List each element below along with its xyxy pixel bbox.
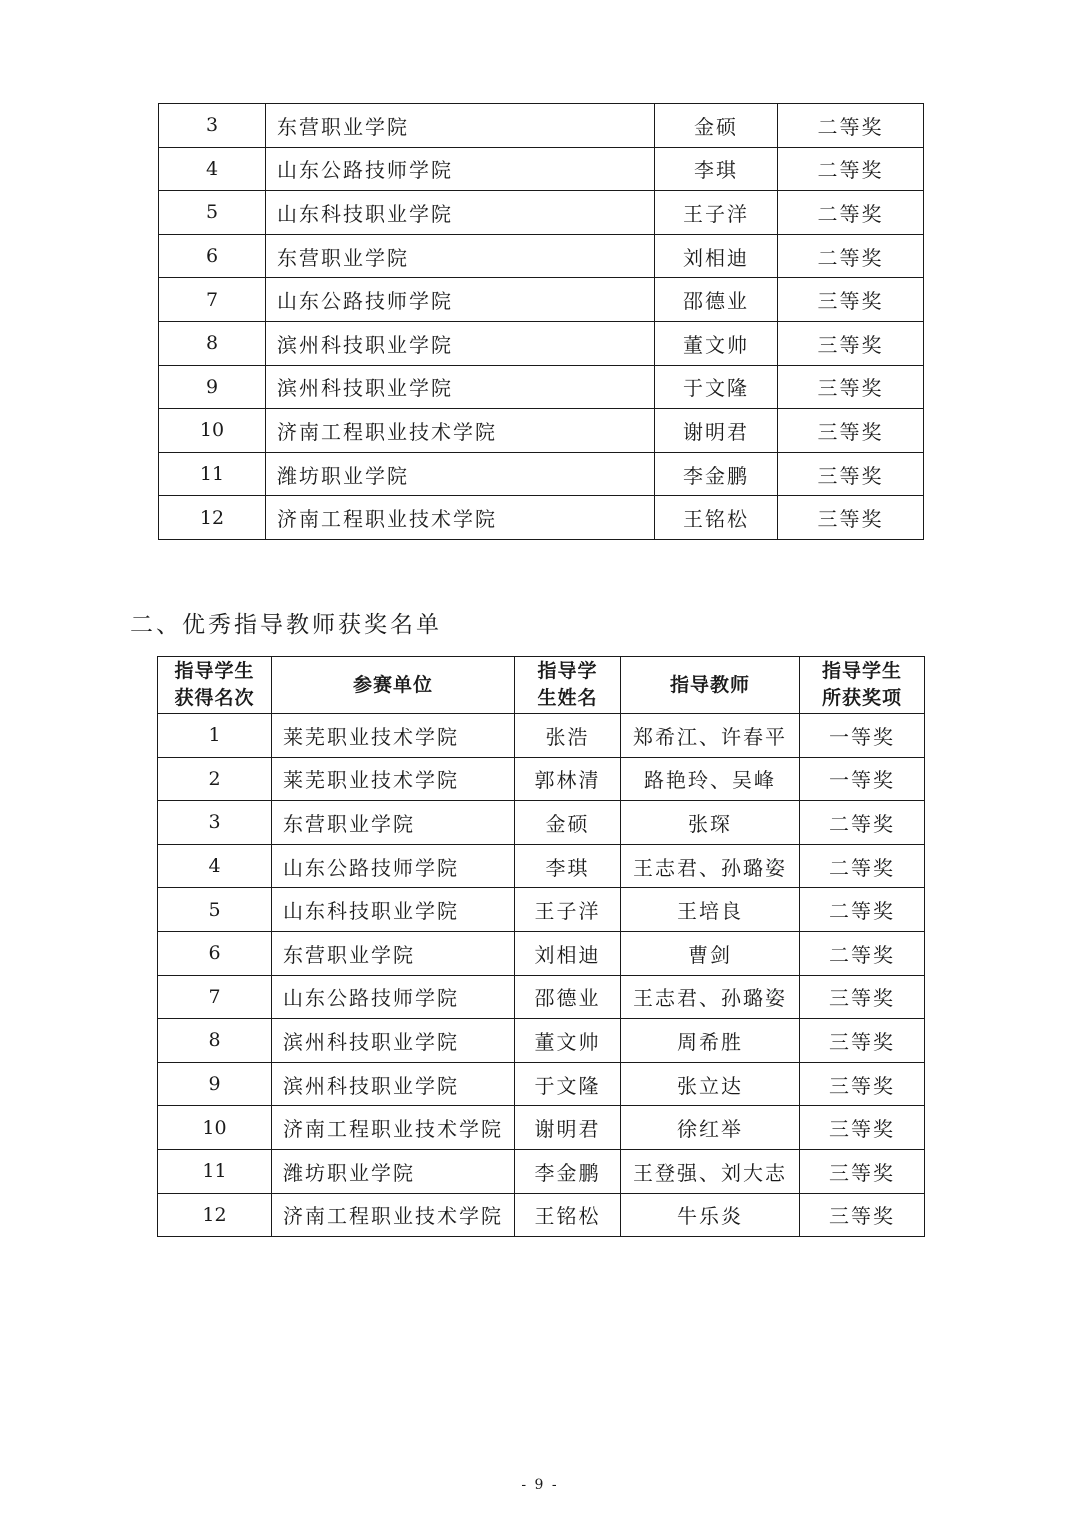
- section-heading: 二、优秀指导教师获奖名单: [130, 612, 442, 638]
- rank-cell: 5: [159, 191, 266, 235]
- teacher-cell: 王登强、刘大志: [621, 1149, 800, 1193]
- unit-cell: 济南工程职业技术学院: [266, 496, 655, 540]
- rank-cell: 4: [159, 147, 266, 191]
- unit-cell: 山东科技职业学院: [266, 191, 655, 235]
- rank-cell: 11: [158, 1149, 272, 1193]
- student-name-cell: 王子洋: [655, 191, 778, 235]
- table-row: [158, 975, 925, 1019]
- student-name-cell: 张浩: [515, 714, 621, 758]
- award-cell: 二等奖: [800, 931, 925, 975]
- teacher-cell: 王培良: [621, 888, 800, 932]
- award-cell: 二等奖: [778, 234, 924, 278]
- teacher-cell: 张立达: [621, 1062, 800, 1106]
- award-cell: 二等奖: [778, 104, 924, 148]
- table-row: [158, 1019, 925, 1063]
- rank-cell: 7: [158, 975, 272, 1019]
- rank-cell: 3: [159, 104, 266, 148]
- student-name-cell: 于文隆: [655, 365, 778, 409]
- table-row: [159, 278, 924, 322]
- student-name-cell: 郭林清: [515, 757, 621, 801]
- teacher-cell: 周希胜: [621, 1019, 800, 1063]
- award-cell: 三等奖: [800, 975, 925, 1019]
- student-name-cell: 李金鹏: [515, 1149, 621, 1193]
- unit-cell: 东营职业学院: [272, 801, 515, 845]
- table-row: [159, 409, 924, 453]
- header-unit: 参赛单位: [272, 657, 515, 714]
- teacher-cell: 张琛: [621, 801, 800, 845]
- student-name-cell: 董文帅: [515, 1019, 621, 1063]
- rank-cell: 1: [158, 714, 272, 758]
- teacher-awards-table-body: [158, 714, 925, 1237]
- table-row: [159, 147, 924, 191]
- student-name-cell: 金硕: [515, 801, 621, 845]
- table-row: [158, 1149, 925, 1193]
- unit-cell: 济南工程职业技术学院: [266, 409, 655, 453]
- unit-cell: 滨州科技职业学院: [266, 321, 655, 365]
- unit-cell: 济南工程职业技术学院: [272, 1193, 515, 1237]
- table-row: [158, 757, 925, 801]
- unit-cell: 山东公路技师学院: [266, 147, 655, 191]
- table-row: [158, 801, 925, 845]
- header-student-line2: 生姓名: [537, 687, 598, 709]
- student-name-cell: 邵德业: [515, 975, 621, 1019]
- teacher-cell: 徐红举: [621, 1106, 800, 1150]
- page-number: - 9 -: [521, 1477, 559, 1493]
- unit-cell: 山东公路技师学院: [272, 844, 515, 888]
- unit-cell: 东营职业学院: [266, 234, 655, 278]
- table-row: [159, 321, 924, 365]
- award-cell: 三等奖: [778, 365, 924, 409]
- rank-cell: 4: [158, 844, 272, 888]
- table-row: [158, 1106, 925, 1150]
- header-rank-line2: 获得名次: [174, 687, 255, 709]
- unit-cell: 潍坊职业学院: [266, 452, 655, 496]
- rank-cell: 6: [159, 234, 266, 278]
- table-row: [158, 1193, 925, 1237]
- header-teacher: 指导教师: [621, 657, 800, 714]
- student-name-cell: 谢明君: [515, 1106, 621, 1150]
- student-name-cell: 邵德业: [655, 278, 778, 322]
- unit-cell: 东营职业学院: [266, 104, 655, 148]
- teacher-cell: 曹剑: [621, 931, 800, 975]
- teacher-cell: 牛乐炎: [621, 1193, 800, 1237]
- award-cell: 三等奖: [778, 278, 924, 322]
- student-name-cell: 王子洋: [515, 888, 621, 932]
- teacher-awards-table: [157, 656, 925, 1237]
- unit-cell: 济南工程职业技术学院: [272, 1106, 515, 1150]
- unit-cell: 滨州科技职业学院: [266, 365, 655, 409]
- award-cell: 二等奖: [800, 844, 925, 888]
- rank-cell: 3: [158, 801, 272, 845]
- rank-cell: 5: [158, 888, 272, 932]
- table-row: [159, 452, 924, 496]
- table-row: [159, 104, 924, 148]
- student-name-cell: 李琪: [655, 147, 778, 191]
- student-awards-table-body: [159, 104, 924, 540]
- header-award-line2: 所获奖项: [821, 687, 902, 709]
- award-cell: 二等奖: [800, 888, 925, 932]
- unit-cell: 山东公路技师学院: [266, 278, 655, 322]
- award-cell: 二等奖: [800, 801, 925, 845]
- unit-cell: 潍坊职业学院: [272, 1149, 515, 1193]
- student-name-cell: 王铭松: [515, 1193, 621, 1237]
- table-row: [158, 931, 925, 975]
- header-rank-line1: 指导学生: [174, 660, 255, 682]
- award-cell: 三等奖: [800, 1062, 925, 1106]
- header-award-line1: 指导学生: [821, 660, 902, 682]
- unit-cell: 滨州科技职业学院: [272, 1062, 515, 1106]
- award-cell: 一等奖: [800, 757, 925, 801]
- award-cell: 三等奖: [800, 1193, 925, 1237]
- unit-cell: 莱芜职业技术学院: [272, 757, 515, 801]
- rank-cell: 11: [159, 452, 266, 496]
- rank-cell: 8: [159, 321, 266, 365]
- award-cell: 三等奖: [778, 409, 924, 453]
- teacher-cell: 王志君、孙璐姿: [621, 975, 800, 1019]
- rank-cell: 6: [158, 931, 272, 975]
- table-header-row: [158, 657, 925, 714]
- student-name-cell: 刘相迪: [655, 234, 778, 278]
- header-student: [515, 657, 621, 714]
- header-rank: [158, 657, 272, 714]
- rank-cell: 10: [159, 409, 266, 453]
- rank-cell: 7: [159, 278, 266, 322]
- table-row: [158, 844, 925, 888]
- table-row: [158, 714, 925, 758]
- teacher-cell: 路艳玲、吴峰: [621, 757, 800, 801]
- teacher-cell: 王志君、孙璐姿: [621, 844, 800, 888]
- unit-cell: 东营职业学院: [272, 931, 515, 975]
- unit-cell: 山东科技职业学院: [272, 888, 515, 932]
- award-cell: 三等奖: [778, 321, 924, 365]
- rank-cell: 9: [158, 1062, 272, 1106]
- teacher-cell: 郑希江、许春平: [621, 714, 800, 758]
- table-row: [159, 191, 924, 235]
- table-row: [159, 496, 924, 540]
- award-cell: 二等奖: [778, 191, 924, 235]
- award-cell: 三等奖: [800, 1019, 925, 1063]
- unit-cell: 山东公路技师学院: [272, 975, 515, 1019]
- student-name-cell: 董文帅: [655, 321, 778, 365]
- header-award: [800, 657, 925, 714]
- table-row: [158, 888, 925, 932]
- rank-cell: 12: [158, 1193, 272, 1237]
- rank-cell: 8: [158, 1019, 272, 1063]
- rank-cell: 10: [158, 1106, 272, 1150]
- table-row: [159, 365, 924, 409]
- unit-cell: 滨州科技职业学院: [272, 1019, 515, 1063]
- table-row: [159, 234, 924, 278]
- student-name-cell: 王铭松: [655, 496, 778, 540]
- student-name-cell: 于文隆: [515, 1062, 621, 1106]
- student-name-cell: 李金鹏: [655, 452, 778, 496]
- award-cell: 三等奖: [800, 1106, 925, 1150]
- award-cell: 二等奖: [778, 147, 924, 191]
- header-student-line1: 指导学: [537, 660, 598, 682]
- award-cell: 一等奖: [800, 714, 925, 758]
- rank-cell: 2: [158, 757, 272, 801]
- unit-cell: 莱芜职业技术学院: [272, 714, 515, 758]
- student-name-cell: 李琪: [515, 844, 621, 888]
- student-name-cell: 谢明君: [655, 409, 778, 453]
- award-cell: 三等奖: [800, 1149, 925, 1193]
- student-name-cell: 金硕: [655, 104, 778, 148]
- student-awards-table: [158, 103, 924, 540]
- table-row: [158, 1062, 925, 1106]
- award-cell: 三等奖: [778, 452, 924, 496]
- award-cell: 三等奖: [778, 496, 924, 540]
- rank-cell: 9: [159, 365, 266, 409]
- student-name-cell: 刘相迪: [515, 931, 621, 975]
- rank-cell: 12: [159, 496, 266, 540]
